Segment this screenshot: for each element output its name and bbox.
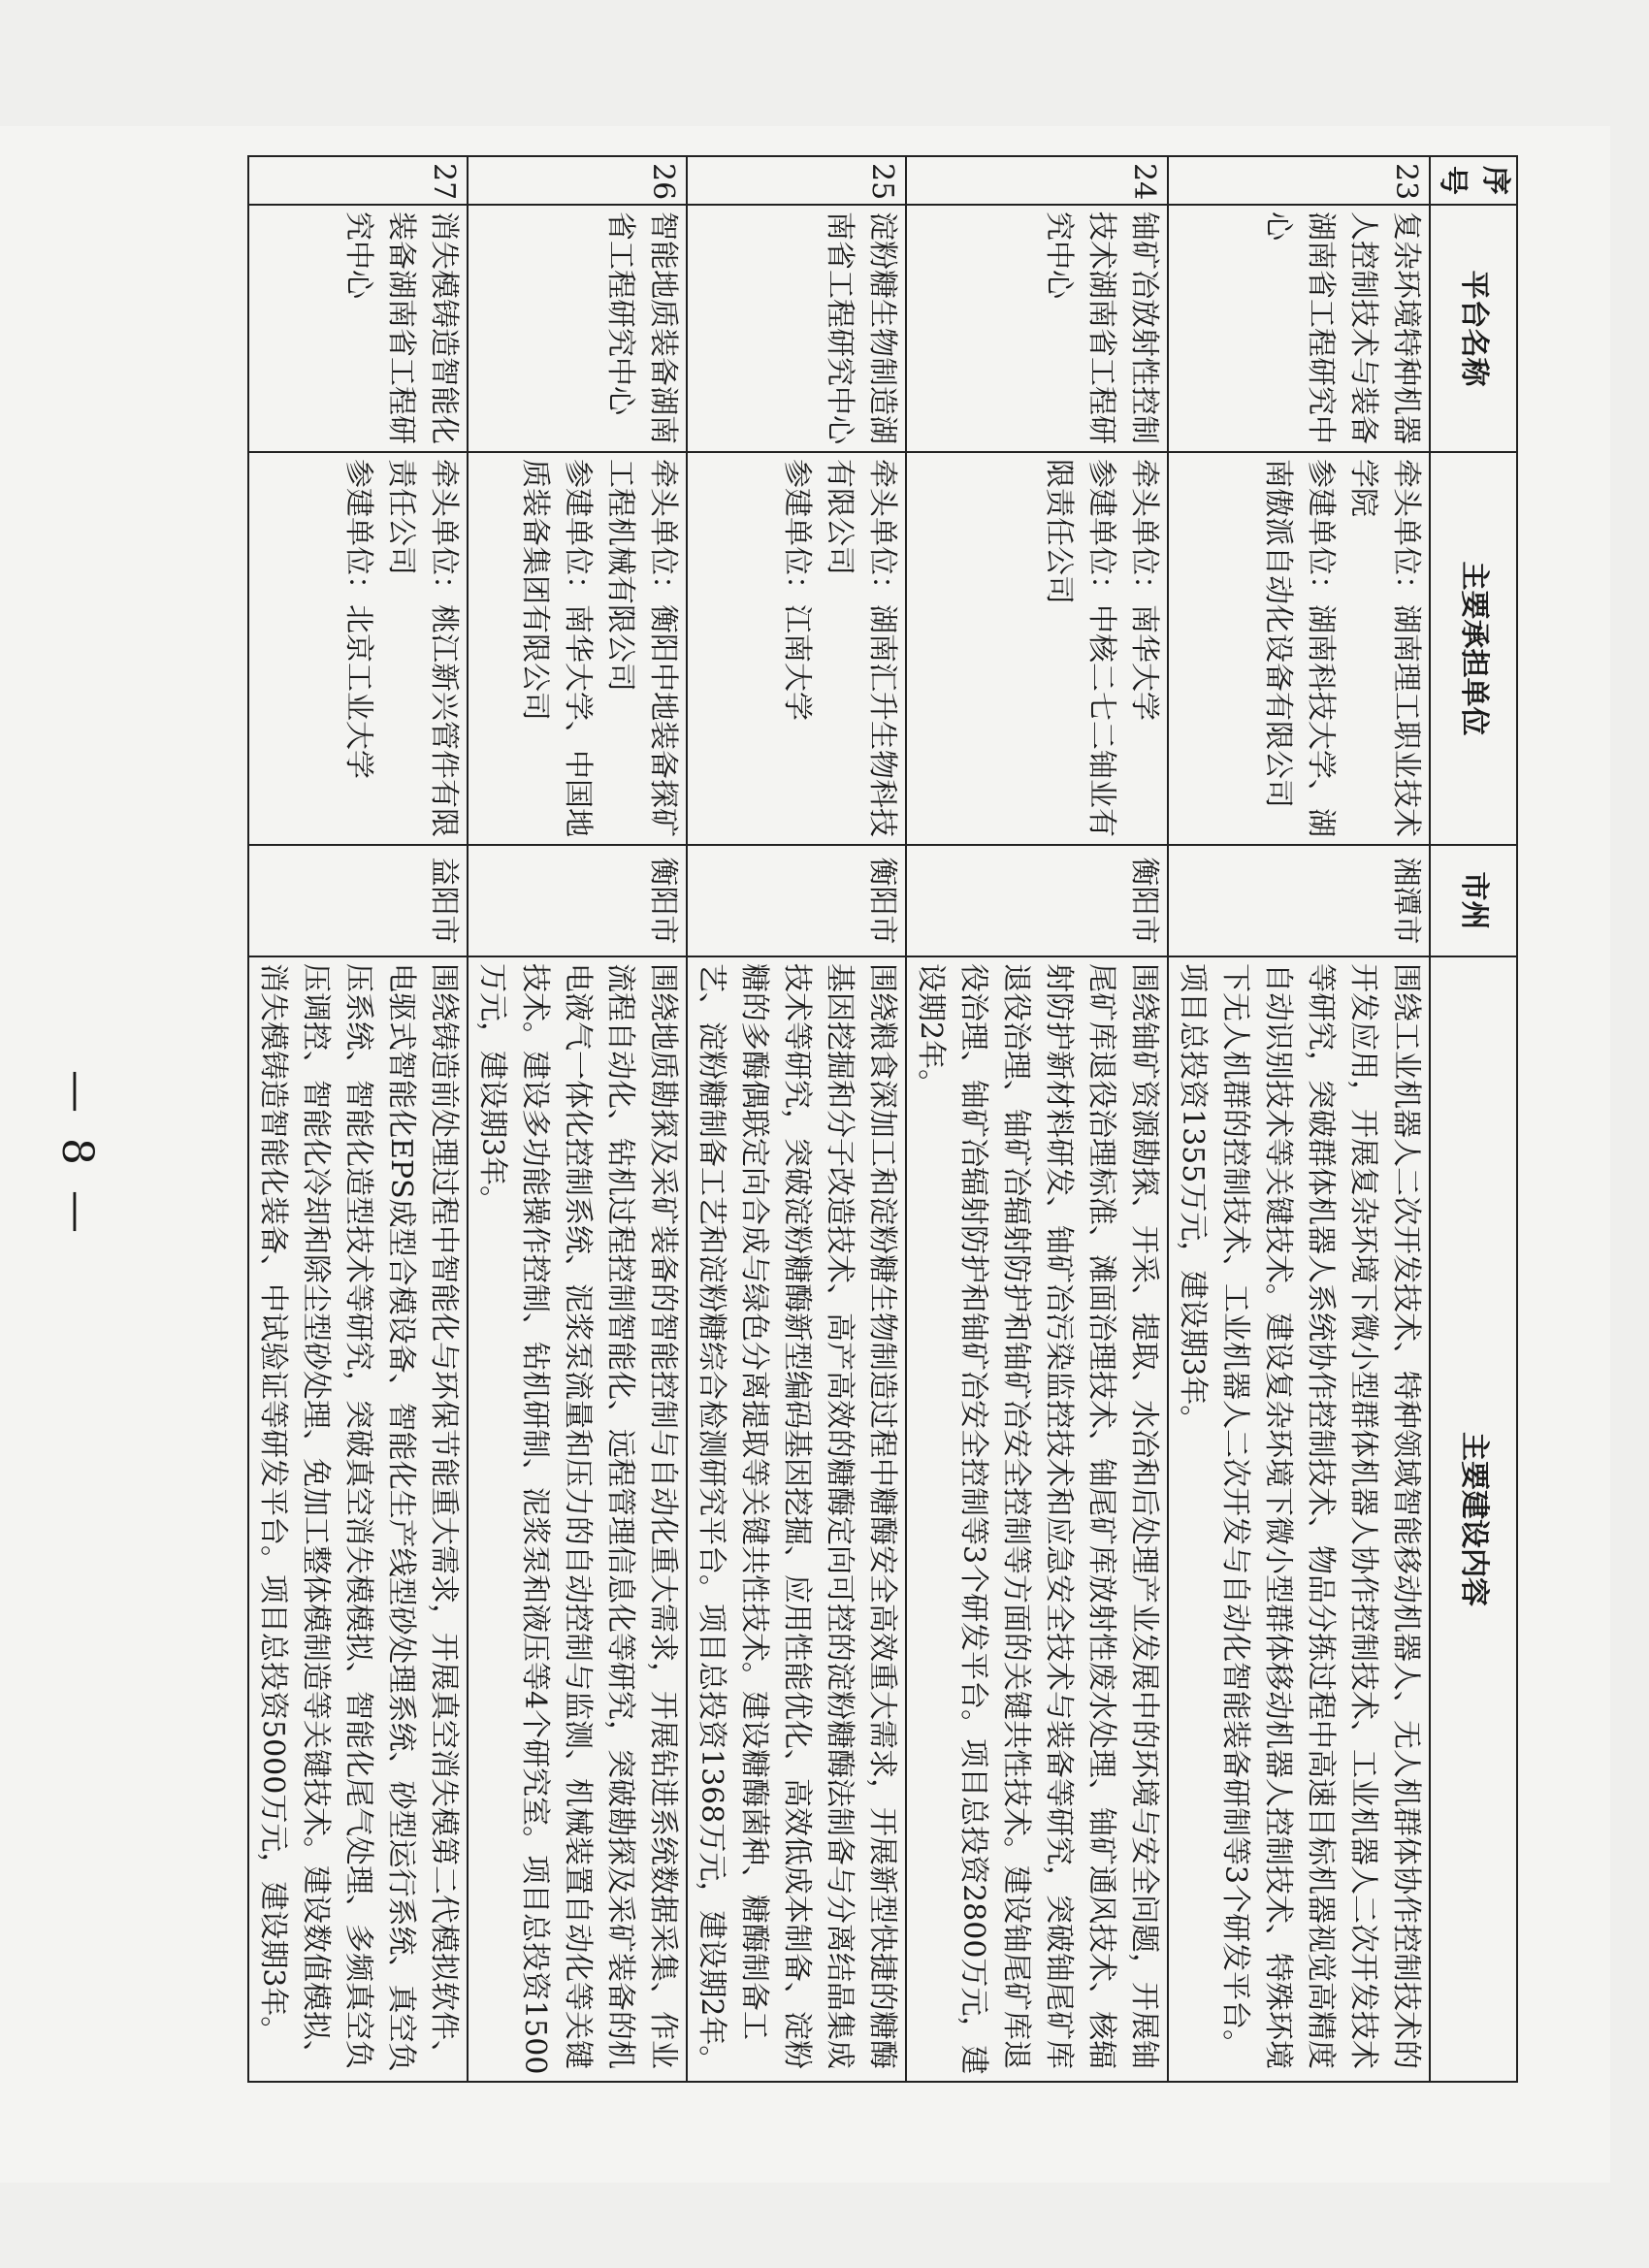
table-row — [248, 156, 468, 2082]
undertaking-units: 牵头单位：衡阳中地装备探矿工程机械有限公司 参建单位：南华大学、中国地质装备集团有限公司 — [468, 452, 687, 845]
city: 衡阳市 — [468, 845, 687, 956]
row-number: 23 — [1168, 156, 1430, 205]
header-city: 市州 — [1430, 845, 1517, 956]
header-platform-name: 平台名称 — [1430, 205, 1517, 452]
table-row — [687, 156, 906, 2082]
rotated-document-page — [0, 126, 1610, 2183]
construction-content: 围绕地质勘探及采矿装备的智能控制与自动化重大需求，开展钻进系统数据采集、作业流程自动化、钻机过程控制智能化、远程管理信息化等研究，突破勘探及采矿装备的机电液气一体化控制系统、泥浆泵流量和压力的自动控制与监测、机械装置自动化等关键技术。建设多功能操作控制、钻机研制、泥浆泵和液压等4个研究室。项目总投资1500万元，建设期3年。 — [468, 956, 687, 2082]
city: 益阳市 — [248, 845, 468, 956]
table-row — [468, 156, 687, 2082]
platform-name: 智能地质装备湖南省工程研究中心 — [468, 205, 687, 452]
undertaking-units: 牵头单位：湖南理工职业技术学院 参建单位：湖南科技大学、湖南傲派自动化设备有限公司 — [1168, 452, 1430, 845]
construction-content: 围绕粮食深加工和淀粉糖生物制造过程中糖酶安全高效重大需求，开展新型快捷的糖酶基因挖掘和分子改造技术、高产高效的糖酶定向可控的淀粉糖酶法制备与分离结晶集成技术等研究，突破淀粉糖酶新型编码基因挖掘、应用性能优化、高效低成本制备、淀粉糖的多酶偶联定向合成与绿色分离提取等关键共性技术。建设糖酶菌种、糖酶制备工艺、淀粉糖制备工艺和淀粉糖综合检测研究平台。项目总投资1368万元，建设期2年。 — [687, 956, 906, 2082]
header-seq: 序号 — [1430, 156, 1517, 205]
table-row — [1168, 156, 1430, 2082]
city: 湘潭市 — [1168, 845, 1430, 956]
table-header-row — [1430, 156, 1517, 2082]
table-row — [906, 156, 1168, 2082]
city: 衡阳市 — [906, 845, 1168, 956]
header-main-units: 主要承担单位 — [1430, 452, 1517, 845]
undertaking-units: 牵头单位：桃江新兴管件有限责任公司 参建单位：北京工业大学 — [248, 452, 468, 845]
row-number: 24 — [906, 156, 1168, 205]
city: 衡阳市 — [687, 845, 906, 956]
page-number: — 8 — — [52, 1070, 102, 1239]
row-number: 26 — [468, 156, 687, 205]
platform-table — [247, 155, 1518, 2083]
platform-name: 铀矿冶放射性控制技术湖南省工程研究中心 — [906, 205, 1168, 452]
platform-name: 淀粉糖生物制造湖南省工程研究中心 — [687, 205, 906, 452]
construction-content: 围绕铀矿资源勘探、开采、提取、水冶和后处理产业发展中的环境与安全问题，开展铀尾矿库退役治理标准、滩面治理技术、铀尾矿库放射性废水处理、铀矿通风技术、核辐射防护新材料研发、铀矿冶污染监控技术和应急安全技术与装备等研究，突破铀尾矿库退役治理、铀矿冶辐射防护和铀矿冶安全控制等方面的关键共性技术。建设铀尾矿库退役治理、铀矿冶辐射防护和铀矿冶安全控制等3个研发平台。项目总投资2800万元，建设期2年。 — [906, 956, 1168, 2082]
row-number: 27 — [248, 156, 468, 205]
construction-content: 围绕铸造前处理过程中智能化与环保节能重大需求，开展真空消失模第二代模拟软件、电驱式智能化EPS成型合模设备、智能化生产线型砂处理系统、砂型运行系统、真空负压系统、智能化造型技术等研究，突破真空消失模模拟、智能化尾气处理、多频真空负压调控、智能化冷却和除尘型砂处理、免加工整体模制造等关键技术。建设数值模拟、消失模铸造智能化装备、中试验证等研发平台。项目总投资5000万元，建设期3年。 — [248, 956, 468, 2082]
construction-content: 围绕工业机器人二次开发技术、特种领域智能移动机器人、无人机群体协作控制技术的开发应用，开展复杂环境下微小型群体机器人协作控制技术、工业机器人二次开发技术等研究，突破群体机器人系统协作控制技术、物品分拣过程中高速目标机器视觉高精度自动识别技术等关键技术。建设复杂环境下微小型群体移动机器人控制技术、特殊环境下无人机群的控制技术、工业机器人二次开发与自动化智能装备研制等3个研发平台。项目总投资1355万元，建设期3年。 — [1168, 956, 1430, 2082]
platform-name: 复杂环境特种机器人控制技术与装备湖南省工程研究中心 — [1168, 205, 1430, 452]
undertaking-units: 牵头单位：湖南汇升生物科技有限公司 参建单位：江南大学 — [687, 452, 906, 845]
platform-name: 消失模铸造智能化装备湖南省工程研究中心 — [248, 205, 468, 452]
undertaking-units: 牵头单位：南华大学 参建单位：中核二七二铀业有限责任公司 — [906, 452, 1168, 845]
header-main-content: 主要建设内容 — [1430, 956, 1517, 2082]
row-number: 25 — [687, 156, 906, 205]
